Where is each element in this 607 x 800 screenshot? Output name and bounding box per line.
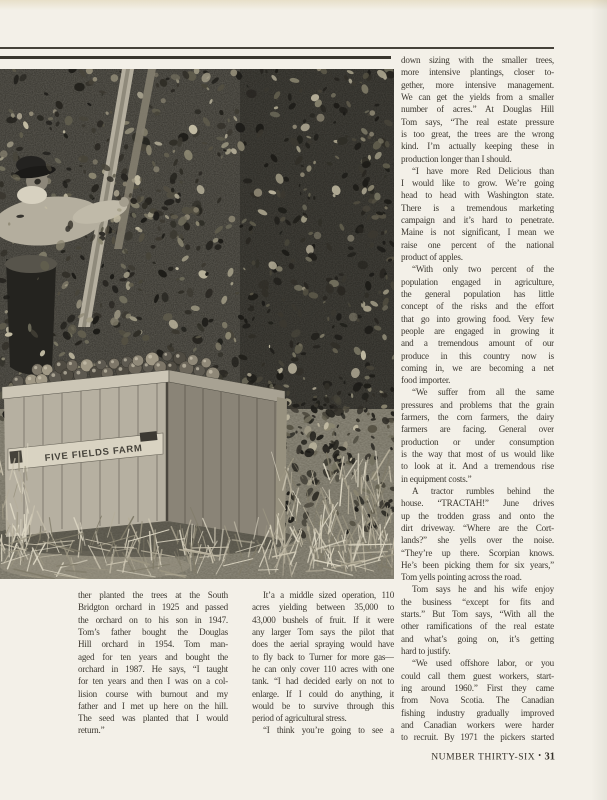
text-line: enlarge. If I could do anything, it	[252, 688, 394, 699]
text-line: fishing industry gradually improved	[401, 707, 554, 718]
text-line: Tom says he and his wife enjoy	[412, 584, 554, 595]
text-line: the orchard on to his son in 1947.	[78, 614, 228, 625]
picker-scarf	[17, 186, 47, 204]
text-line: “We suffer from all the same	[412, 387, 554, 398]
text-line: 43,000 bushels of fruit. If it were	[252, 614, 394, 625]
text-line: other ramifications of the real estate	[401, 621, 554, 632]
text-line: produce in this country now is	[401, 350, 554, 361]
text-line: tank. “I had decided early on not to	[252, 676, 394, 687]
text-line: any larger Tom says the pilot that	[252, 626, 394, 637]
text-line: “With only two percent of the	[412, 264, 554, 275]
text-line: “We used offshore labor, or you	[412, 658, 554, 669]
text-line: We can get the yields from a smaller	[401, 91, 554, 102]
footer-page-number: 31	[544, 751, 555, 763]
text-line: pressures and problems that the grain	[401, 399, 554, 410]
text-line: production or under consumption	[401, 436, 554, 447]
text-line: to fly back to Turner for more gas—	[252, 651, 394, 662]
text-line: gether, more intensive management.	[401, 79, 554, 90]
text-line: product of apples.	[401, 252, 463, 262]
crate-clip-left	[9, 450, 22, 463]
text-line: head to head with Washington state.	[401, 190, 554, 201]
text-line: dirt driveway. “Where are the Cort-	[401, 522, 554, 533]
text-line: food importer.	[401, 375, 451, 386]
text-line: house. “TRACTAH!” June drives	[401, 498, 554, 509]
text-line: population engaged in agriculture,	[401, 276, 554, 287]
text-line: concept of the risks and the effort	[401, 301, 554, 312]
text-line: lision course with burnout and my	[78, 688, 228, 699]
text-line: does the aerial spraying would have	[252, 639, 394, 650]
text-line: return.”	[78, 725, 105, 736]
text-line: The seed was planted that I would	[78, 713, 228, 724]
text-line: people are engaged in growing it	[401, 325, 554, 336]
text-line: for ten years and then I was on a col-	[78, 676, 228, 687]
text-line: number of acres.” At Douglas Hill	[401, 104, 554, 115]
text-line: down sizing with the smaller trees,	[401, 55, 554, 65]
text-line: Maine is not significant, I mean we	[401, 227, 554, 238]
text-line: period of agricultural stress.	[252, 713, 347, 724]
orchard-photo	[0, 69, 394, 579]
text-line: campaign and it’s hard to penetrate.	[401, 215, 554, 226]
column-bottom-middle	[252, 589, 394, 737]
text-line: “I think you’re going to see a	[263, 725, 394, 736]
text-line: ing around 1960.” First they came	[401, 682, 554, 693]
text-line: could call them guest workers, start-	[401, 670, 554, 681]
text-line: from Nova Scotia. The Canadian	[401, 695, 554, 706]
text-line: A tractor rumbles behind the	[412, 485, 554, 496]
text-line: “I have more Red Delicious than	[412, 165, 554, 176]
text-line: He’s been picking them for six years,”	[401, 559, 554, 570]
picking-bag	[6, 259, 56, 375]
crate-label: FIVE FIELDS FARM	[44, 442, 144, 464]
text-line: Bridgton orchard in 1925 and passed	[78, 602, 228, 613]
text-line: farmers, the corn farmers, the dairy	[401, 412, 554, 423]
text-line: It’a a middle sized operation, 110	[263, 590, 394, 600]
text-line: lands?” she yells over the noise.	[401, 535, 554, 546]
text-line: Tom says, “The real estate pressure	[401, 116, 554, 127]
text-line: kind. I’m actually keeping these in	[401, 141, 554, 152]
text-line: he can only cover 110 acres with one	[252, 663, 394, 674]
top-rule	[0, 47, 554, 49]
text-line: in equipment costs.”	[401, 473, 472, 484]
text-line: the business “except for fits and	[401, 596, 554, 607]
text-line: and Canadian workers were harder	[401, 719, 554, 730]
text-line: more intensive plantings, closer to-	[401, 67, 554, 78]
photo-top-rule	[0, 56, 391, 59]
text-line: farmers are facing. General over	[401, 424, 554, 435]
text-line: and a tremendous amount of our	[401, 338, 554, 349]
footer-separator: •	[538, 751, 542, 760]
text-line: to recruit. By 1971 the pickers started	[401, 732, 554, 743]
text-line: Tom yells pointing across the road.	[401, 572, 522, 583]
text-line: and what’s going on, it’s getting	[401, 633, 554, 644]
text-line: ther planted the trees at the South	[78, 590, 228, 600]
crate-clip-right	[140, 431, 158, 442]
text-line: starts.” But Tom says, “With all the	[401, 609, 554, 620]
text-line: aged for ten years and bought the	[78, 651, 228, 662]
apple-crate	[2, 370, 287, 541]
text-line: I would like to grow. We’re going	[401, 178, 554, 189]
text-line: orchard in 1987. He says, “I taught	[78, 663, 228, 674]
footer-issue: NUMBER THIRTY-SIX	[431, 751, 536, 763]
text-line: the general population has little	[401, 288, 554, 299]
text-line: is the way that most of us would like	[401, 449, 554, 459]
text-line: production longer than I should.	[401, 153, 512, 164]
text-line: Hill orchard in 1954. Tom man-	[78, 639, 228, 650]
picking-bag-rim	[5, 255, 57, 273]
footer	[0, 751, 555, 763]
text-line: “They’re up there. Scorpian knows.	[401, 547, 554, 558]
text-line: acres yielding between 35,000 to	[252, 602, 394, 613]
text-line: up the trodden grass and onto the	[401, 510, 554, 521]
column-right	[401, 54, 554, 744]
text-line: that go into growing food. Very few	[401, 313, 554, 324]
text-line: There is a tremendous marketing	[401, 202, 554, 213]
text-line: raise one percent of the national	[401, 239, 554, 250]
text-line: coming in, we are becoming a net	[401, 362, 554, 373]
text-line: Tom’s father bought the Douglas	[78, 626, 228, 637]
text-line: is too great, the trees are the wrong	[401, 128, 554, 139]
text-line: hard to justify.	[401, 646, 451, 656]
text-line: would be to survive through this	[252, 700, 394, 711]
text-line: father and I met up here on the hill.	[78, 700, 228, 711]
text-line: to look at it. And a tremendous rise	[401, 461, 554, 472]
column-bottom-left	[78, 589, 228, 737]
